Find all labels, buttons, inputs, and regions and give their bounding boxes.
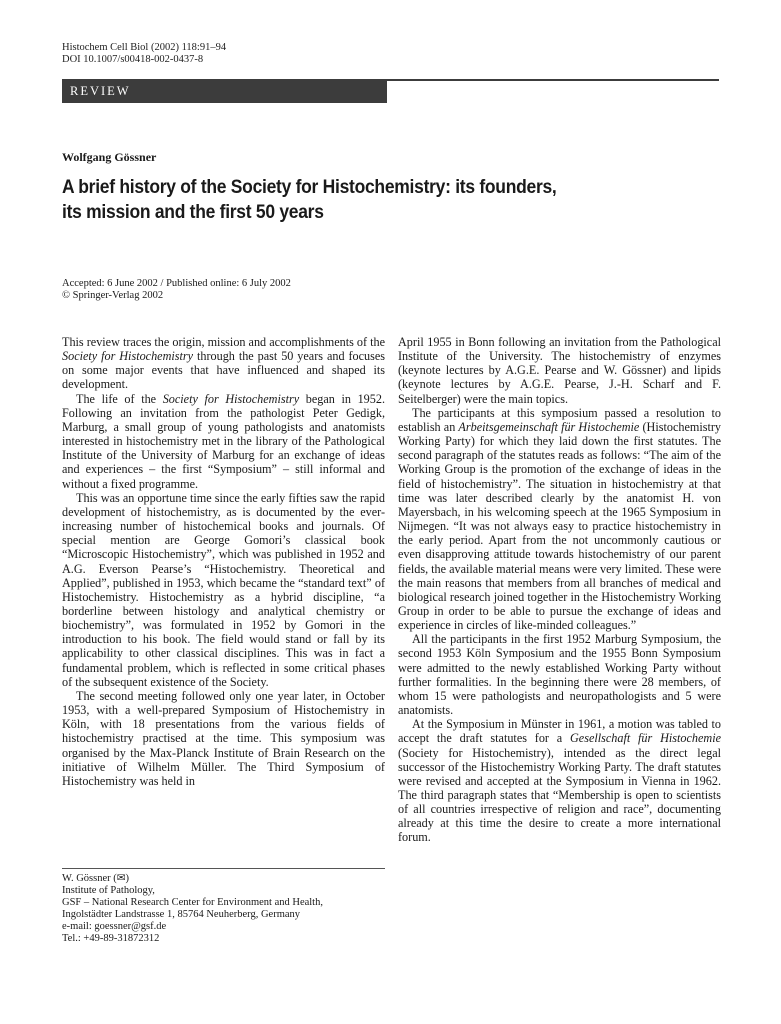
paragraph: The second meeting followed only one year later, in October 1953, with a well-prepared Symposium of Histochemistry in Köln, with 18 presentations from the various fields of histochemistry practised at the time. This symposium was organised by the Max-Planck Institute of Brain Research on the initiative of Wilhelm Müller. The Third Symposium of Histochemistry was held in: [62, 688, 385, 788]
text: The participants at this symposium passed a resolution to establish an: [398, 405, 721, 434]
right-column: [398, 335, 721, 845]
section-label-block: [62, 79, 387, 103]
paragraph: [398, 717, 721, 844]
text: At the Symposium in Münster in 1961, a motion was tabled to accept the draft statutes for a: [398, 717, 721, 746]
section-header-bar: [62, 79, 719, 103]
emphasis: Gesellschaft für Histochemie: [570, 731, 721, 746]
article-title: [62, 175, 632, 225]
section-label: REVIEW: [70, 84, 131, 98]
footnote-tel: Tel.: +49-89-31872312: [62, 933, 160, 945]
footnote-name: W. Gössner (✉): [62, 873, 130, 884]
title-line-1: A brief history of the Society for Histochemistry: its founders,: [62, 177, 557, 198]
journal-citation: Histochem Cell Biol (2002) 118:91–94: [62, 42, 227, 53]
paragraph: [62, 335, 385, 392]
author-name: Wolfgang Gössner: [62, 150, 157, 164]
title-line-2: its mission and the first 50 years: [62, 202, 324, 223]
footnote-email[interactable]: e-mail: goessner@gsf.de: [62, 921, 167, 933]
emphasis: Society for Histochemistry: [62, 349, 194, 364]
text: began in 1952. Following an invitation from the pathologist Peter Gedigk, Marburg, a small group of young pathologists and anatomists interested in histochemistry met in the library of the Pathological Institute of the University of Marburg for an exchange of ideas and experiences – the first “Symposium” – still informal and without a fixed programme.: [62, 391, 385, 491]
footnote-address: Ingolstädter Landstrasse 1, 85764 Neuherberg, Germany: [62, 909, 301, 921]
paragraph: [62, 392, 385, 491]
text: (Society for Histochemistry), intended as the direct legal successor of the Histochemistry Working Party. The draft statutes were revised and accepted at the Symposium in Vienna in 1962. The third paragraph states that “Membership is open to scientists of all countries irrespective of religion and race”, documenting already at this time the desire to create a more international forum.: [398, 745, 721, 845]
text: through the past 50 years and focuses on some major events that have influenced and shaped its development.: [62, 349, 386, 392]
accepted-date: Accepted: 6 June 2002 / Published online: 6 July 2002: [62, 278, 291, 289]
copyright: © Springer-Verlag 2002: [62, 290, 164, 301]
left-column: [62, 335, 385, 788]
publication-dates: [62, 278, 291, 302]
paragraph: April 1955 in Bonn following an invitation from the Pathological Institute of the University. The histochemistry of enzymes (keynote lectures by A.G.E. Pearse and W. Gössner) and lipids (keynote lectures by A.G.E. Pearse, J.-H. Scharf and F. Seitelberger) were the main topics.: [398, 335, 721, 406]
header-rule: [387, 79, 719, 81]
footnote-center: GSF – National Research Center for Environment and Health,: [62, 897, 323, 909]
paragraph: All the participants in the first 1952 Marburg Symposium, the second 1953 Köln Symposium and the 1955 Bonn Symposium were admitted to the newly established Working Party without further formalities. In the beginning there were 28 members, of whom 15 were pathologists and neuropathologists and 5 were anatomists.: [398, 632, 721, 718]
footnote-institute: Institute of Pathology,: [62, 885, 155, 897]
text: This review traces the origin, mission and accomplishments of the: [62, 335, 385, 349]
text: (Histochemistry Working Party) for which they laid down the first statutes. The second paragraph of the statutes reads as follows: “The aim of the Working Group is the promotion of the exchange of ideas in the field of histochemistry”. The situation in histochemistry at that time was later described clearly by the anatomist H. von Mayersbach, in his welcoming speech at the 1965 Symposium in Nijmegen. “It was not always easy to practice histochemistry in the early period. Apart from the not uncommonly cautious or even disapproving attitude towards histochemistry of our parent fields, the available material means were very limited. These were the main reasons that members from all branches of medical and biological research joined together in the Histochemistry Working Group in order to be able to pursue the exchange of ideas and experience in circles of like-minded colleagues.”: [398, 419, 722, 633]
text: The life of the: [76, 391, 163, 406]
doi: DOI 10.1007/s00418-002-0437-8: [62, 54, 204, 65]
emphasis: Society for Histochemistry: [162, 391, 300, 406]
footnote-rule: [62, 868, 385, 869]
paragraph: This was an opportune time since the early fifties saw the rapid development of histochemistry, as is documented by the ever-increasing number of histochemical books and journals. Of special mention are George Gomori’s classical book “Microscopic Histochemistry”, which was published in 1952 and A.G. Everson Pearse’s “Histochemistry. Theoretical and Applied”, published in 1953, which became the “standard text” of Histochemistry. Histochemistry as a hybrid discipline, “a borderline between histology and analytical chemistry or biochemistry”, was formulated in 1952 by Gomori in the introduction to his book. The field would stand or fall by its applicability to other classical disciplines. This was in fact a fundamental problem, which is reflected in some critical phases of the subsequent existence of the Society.: [62, 490, 385, 689]
paragraph: [398, 406, 721, 633]
emphasis: Arbeitsgemeinschaft für Histochemie: [458, 419, 640, 434]
author-affiliation: [62, 873, 385, 946]
